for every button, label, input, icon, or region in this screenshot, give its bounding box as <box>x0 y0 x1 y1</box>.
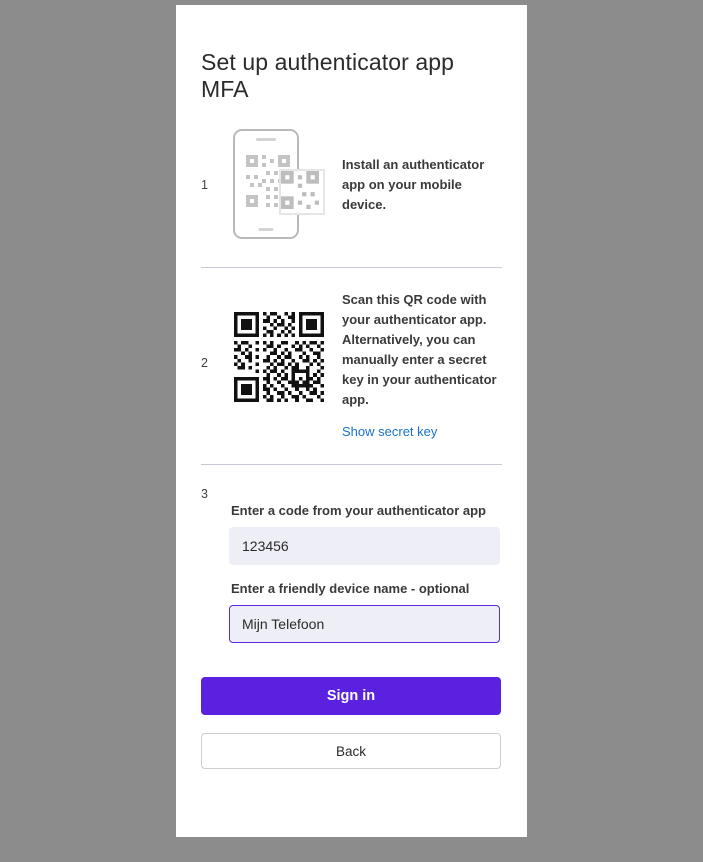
phone-speaker <box>256 138 276 141</box>
step-3-number: 3 <box>201 487 208 501</box>
step-2 <box>201 290 502 442</box>
device-name-input[interactable] <box>229 605 500 643</box>
divider-1 <box>201 267 502 268</box>
card-content <box>176 5 527 643</box>
step-1-text: Install an authenticator app on your mobile device. <box>342 157 485 212</box>
action-buttons <box>176 677 527 769</box>
qr-code-image <box>234 312 324 402</box>
step-2-number: 2 <box>201 356 208 370</box>
divider-2 <box>201 464 502 465</box>
code-field-label: Enter a code from your authenticator app <box>231 503 486 518</box>
back-button[interactable]: Back <box>201 733 501 769</box>
step-3 <box>201 487 502 643</box>
device-name-field-label: Enter a friendly device name - optional <box>231 581 470 596</box>
step-1-visual <box>229 129 329 241</box>
show-secret-key-link[interactable]: Show secret key <box>342 424 438 439</box>
sign-in-button[interactable]: Sign in <box>201 677 501 715</box>
step-1 <box>201 125 502 245</box>
floating-qr-icon <box>279 169 325 215</box>
step-3-body <box>229 487 502 643</box>
floating-qr-glyph <box>281 171 319 209</box>
phone-home-button <box>259 228 274 231</box>
step-2-text: Scan this QR code with your authenticator app. Alternatively, you can manually enter a secret key in your authenticator app. <box>342 292 497 407</box>
mfa-code-input[interactable] <box>229 527 500 565</box>
step-2-text-block <box>329 290 502 442</box>
step-1-number: 1 <box>201 178 208 192</box>
step-2-visual <box>229 290 329 402</box>
mfa-setup-card <box>176 5 527 837</box>
page-title: Set up authenticator app MFA <box>201 49 455 102</box>
